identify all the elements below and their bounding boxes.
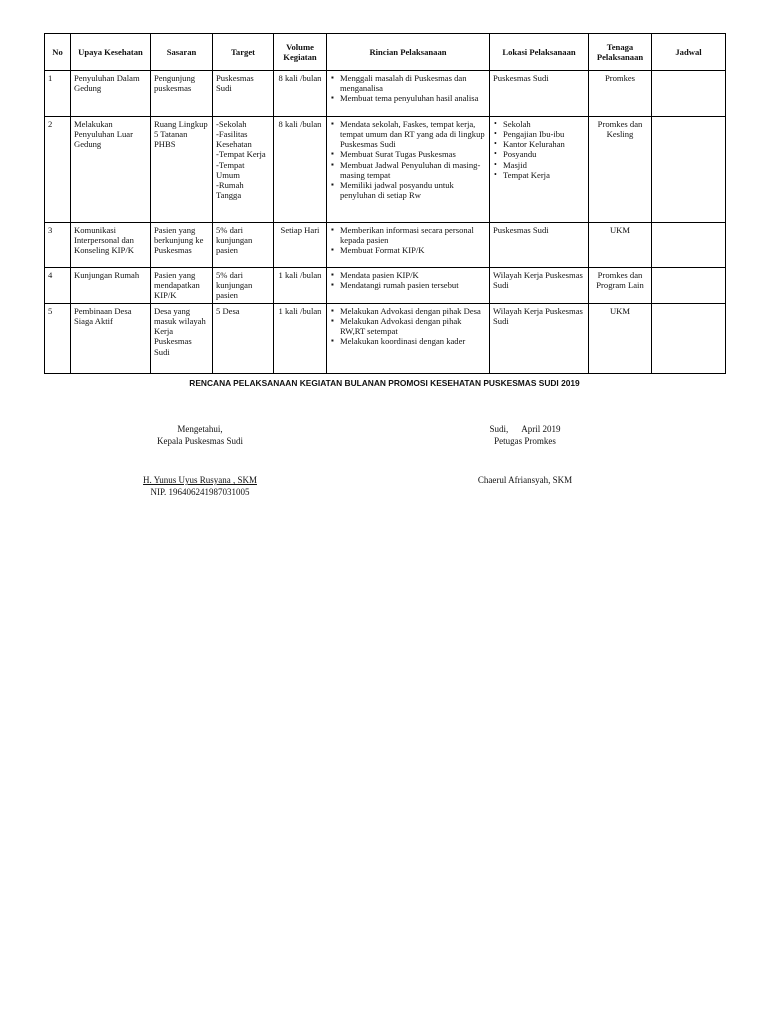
rincian-item: ▪ Melakukan Advokasi dengan pihak RW,RT setempat <box>330 316 486 336</box>
target-item: -Rumah Tangga <box>216 179 244 200</box>
cell-upaya: Penyuluhan Dalam Gedung <box>71 71 151 117</box>
header-volume-kegiatan: Volume Kegiatan <box>274 34 327 71</box>
header-tenaga-pelaksanaan: Tenaga Pelaksanaan <box>589 34 652 71</box>
cell-tenaga: Promkes dan Kesling <box>589 117 652 223</box>
lokasi-item: • Sekolah <box>493 119 585 129</box>
rincian-item: ▪ Memiliki jadwal posyandu untuk penyluhan di setiap Rw <box>330 180 486 200</box>
cell-sasaran: Desa yang masuk wilayah Kerja Puskesmas Sudi <box>151 304 213 374</box>
activity-plan-table <box>44 33 726 374</box>
signature-block-right <box>440 424 610 487</box>
cell-rincian <box>327 117 490 223</box>
cell-lokasi: Puskesmas Sudi <box>490 223 589 268</box>
cell-no: 1 <box>45 71 71 117</box>
cell-sasaran: Pasien yang mendapatkan KIP/K <box>151 268 213 304</box>
cell-sasaran: Ruang Lingkup 5 Tatanan PHBS <box>151 117 213 223</box>
cell-no: 4 <box>45 268 71 304</box>
signature-block-left <box>110 424 290 498</box>
cell-no: 3 <box>45 223 71 268</box>
cell-no: 5 <box>45 304 71 374</box>
cell-lokasi <box>490 117 589 223</box>
rincian-item: ▪ Membuat Format KIP/K <box>330 245 486 255</box>
cell-upaya: Melakukan Penyuluhan Luar Gedung <box>71 117 151 223</box>
rincian-item: ▪ Membuat Surat Tugas Puskesmas <box>330 149 486 159</box>
cell-volume: 1 kali /bulan <box>274 304 327 374</box>
cell-target <box>213 117 274 223</box>
signature-left-line2: Kepala Puskesmas Sudi <box>157 435 243 446</box>
cell-upaya: Kunjungan Rumah <box>71 268 151 304</box>
header-sasaran: Sasaran <box>151 34 213 71</box>
lokasi-item: • Masjid <box>493 160 585 170</box>
cell-volume: 1 kali /bulan <box>274 268 327 304</box>
lokasi-item: • Kantor Kelurahan <box>493 139 585 149</box>
header-jadwal: Jadwal <box>652 34 726 71</box>
table-header-row <box>45 34 726 71</box>
table-row <box>45 223 726 268</box>
rincian-item: ▪ Memberikan informasi secara personal kepada pasien <box>330 225 486 245</box>
cell-volume: Setiap Hari <box>274 223 327 268</box>
table-row <box>45 268 726 304</box>
table-row <box>45 117 726 223</box>
rincian-item: ▪ Mendata pasien KIP/K <box>330 270 486 280</box>
cell-target: Puskesmas Sudi <box>213 71 274 117</box>
table-row <box>45 71 726 117</box>
cell-volume: 8 kali /bulan <box>274 117 327 223</box>
cell-target: 5% dari kunjungan pasien <box>213 223 274 268</box>
rincian-item: ▪ Melakukan koordinasi dengan kader <box>330 336 486 346</box>
cell-volume: 8 kali /bulan <box>274 71 327 117</box>
cell-rincian <box>327 304 490 374</box>
signature-left-line1: Mengetahui, <box>177 424 223 434</box>
cell-rincian <box>327 268 490 304</box>
cell-jadwal <box>652 268 726 304</box>
rincian-item: ▪ Menggali masalah di Puskesmas dan menganalisa <box>330 73 486 93</box>
cell-jadwal <box>652 117 726 223</box>
cell-upaya: Pembinaan Desa Siaga Aktif <box>71 304 151 374</box>
cell-target: 5 Desa <box>213 304 274 374</box>
target-item: -Fasilitas Kesehatan <box>216 129 252 150</box>
rincian-item: ▪ Melakukan Advokasi dengan pihak Desa <box>330 306 486 316</box>
table-caption: RENCANA PELAKSANAAN KEGIATAN BULANAN PROMOSI KESEHATAN PUSKESMAS SUDI 2019 <box>189 378 580 388</box>
target-item: -Tempat Umum <box>216 159 245 180</box>
cell-sasaran: Pasien yang berkunjung ke Puskesmas <box>151 223 213 268</box>
cell-lokasi: Wilayah Kerja Puskesmas Sudi <box>490 268 589 304</box>
cell-jadwal <box>652 304 726 374</box>
header-no: No <box>45 34 71 71</box>
cell-tenaga: Promkes dan Program Lain <box>589 268 652 304</box>
rincian-item: ▪ Membuat tema penyuluhan hasil analisa <box>330 93 486 103</box>
cell-tenaga: UKM <box>589 304 652 374</box>
header-upaya-kesehatan: Upaya Kesehatan <box>71 34 151 71</box>
cell-lokasi: Wilayah Kerja Puskesmas Sudi <box>490 304 589 374</box>
signature-right-name: Chaerul Afriansyah, SKM <box>477 475 573 486</box>
target-item: -Sekolah <box>216 119 247 129</box>
signature-right-line1: Sudi, April 2019 <box>489 424 561 434</box>
rincian-item: ▪ Mendata sekolah, Faskes, tempat kerja, tempat umum dan RT yang ada di lingkup Puskesmas Sudi <box>330 119 486 149</box>
cell-lokasi: Puskesmas Sudi <box>490 71 589 117</box>
cell-rincian <box>327 71 490 117</box>
signature-left-nip: NIP. 196406241987031005 <box>150 486 250 497</box>
header-lokasi-pelaksanaan: Lokasi Pelaksanaan <box>490 34 589 71</box>
cell-no: 2 <box>45 117 71 223</box>
lokasi-item: • Posyandu <box>493 149 585 159</box>
target-item: -Tempat Kerja <box>216 149 266 160</box>
cell-jadwal <box>652 71 726 117</box>
header-target: Target <box>213 34 274 71</box>
signature-left-name: H. Yunus Uyus Rusyana , SKM <box>143 475 257 486</box>
rincian-item: ▪ Membuat Jadwal Penyuluhan di masing-masing tempat <box>330 160 486 180</box>
cell-tenaga: UKM <box>589 223 652 268</box>
lokasi-item: • Pengajian Ibu-ibu <box>493 129 585 139</box>
cell-tenaga: Promkes <box>589 71 652 117</box>
lokasi-item: • Tempat Kerja <box>493 170 585 180</box>
signature-right-line2: Petugas Promkes <box>494 435 556 446</box>
cell-target: 5% dari kunjungan pasien <box>213 268 274 304</box>
header-rincian-pelaksanaan: Rincian Pelaksanaan <box>327 34 490 71</box>
cell-upaya: Komunikasi Interpersonal dan Konseling KIP/K <box>71 223 151 268</box>
rincian-item: ▪ Mendatangi rumah pasien tersebut <box>330 280 486 290</box>
cell-sasaran: Pengunjung puskesmas <box>151 71 213 117</box>
cell-rincian <box>327 223 490 268</box>
table-row <box>45 304 726 374</box>
cell-jadwal <box>652 223 726 268</box>
